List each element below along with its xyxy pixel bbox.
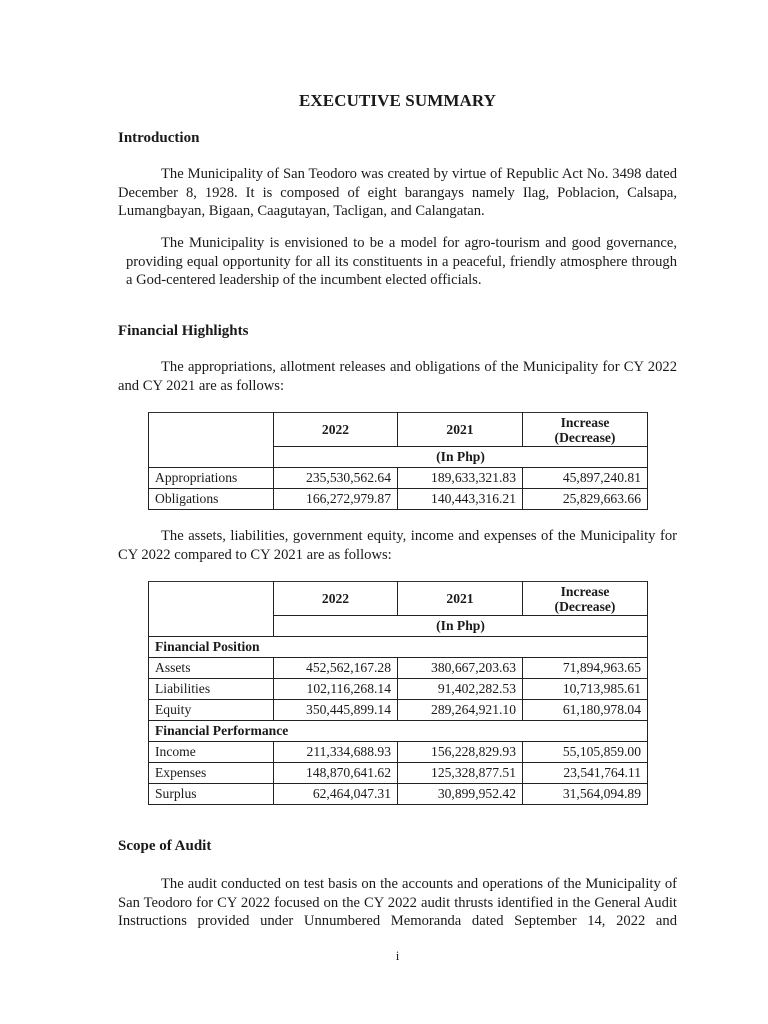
row-label: Appropriations [149, 468, 274, 489]
table-row [149, 742, 648, 763]
value-2021: 91,402,282.53 [398, 679, 523, 700]
value-2022: 62,464,047.31 [274, 784, 398, 805]
scope-paragraph-text: The audit conducted on test basis on the accounts and operations of the Municipality of San Teodoro for CY 2022 focused on the CY 2022 audit thrusts identified in the General Audit Instructions provided under Unnumbered Memoranda dated September 14, 2022 and [118, 876, 677, 929]
section-row-financial-performance: Financial Performance [149, 721, 648, 742]
value-2021: 156,228,829.93 [398, 742, 523, 763]
scope-paragraph [118, 875, 677, 931]
value-2021: 289,264,921.10 [398, 700, 523, 721]
table1-header-2022: 2022 [274, 413, 398, 447]
row-label: Obligations [149, 489, 274, 510]
header-increase-text: Increase [560, 583, 610, 599]
row-label: Equity [149, 700, 274, 721]
value-change: 10,713,985.61 [523, 679, 648, 700]
row-label: Surplus [149, 784, 274, 805]
row-label: Income [149, 742, 274, 763]
table2-corner-cell [149, 582, 274, 637]
value-2021: 189,633,321.83 [398, 468, 523, 489]
table-row [149, 763, 648, 784]
value-2021: 125,328,877.51 [398, 763, 523, 784]
table2-header-2021: 2021 [398, 582, 523, 616]
table-row [149, 784, 648, 805]
table-row [149, 468, 648, 489]
row-label: Liabilities [149, 679, 274, 700]
row-label: Expenses [149, 763, 274, 784]
financial-intro-paragraph-2 [118, 527, 677, 564]
value-change: 55,105,859.00 [523, 742, 648, 763]
value-change: 31,564,094.89 [523, 784, 648, 805]
value-2022: 452,562,167.28 [274, 658, 398, 679]
table-row [149, 679, 648, 700]
value-2021: 30,899,952.42 [398, 784, 523, 805]
row-label: Assets [149, 658, 274, 679]
value-change: 45,897,240.81 [523, 468, 648, 489]
table2-header-2022: 2022 [274, 582, 398, 616]
value-change: 25,829,663.66 [523, 489, 648, 510]
financial-intro-paragraph-1 [118, 358, 677, 395]
value-2022: 102,116,268.14 [274, 679, 398, 700]
value-change: 23,541,764.11 [523, 763, 648, 784]
section-heading-introduction: Introduction [118, 130, 200, 146]
section-row-financial-position: Financial Position [149, 637, 648, 658]
section-heading-financial-highlights: Financial Highlights [118, 323, 249, 339]
value-change: 71,894,963.65 [523, 658, 648, 679]
page-title: EXECUTIVE SUMMARY [298, 91, 497, 110]
intro-paragraph-2 [126, 234, 677, 290]
value-2021: 140,443,316.21 [398, 489, 523, 510]
table2-unit-label: (In Php) [274, 616, 648, 637]
financial-intro-2-text: The assets, liabilities, government equity, income and expenses of the Municipality for CY 2022 compared to CY 2021 are as follows: [118, 528, 677, 563]
table1-corner-cell [149, 413, 274, 468]
intro-paragraph-2-text: The Municipality is envisioned to be a model for agro-tourism and good governance, providing equal opportunity for all its constituents in a peaceful, friendly atmosphere through a God-centered leadership of the incumbent elected officials. [126, 235, 677, 288]
table2-header-change [523, 582, 648, 616]
header-decrease-text: (Decrease) [554, 429, 616, 445]
value-2022: 211,334,688.93 [274, 742, 398, 763]
value-2022: 166,272,979.87 [274, 489, 398, 510]
appropriations-obligations-table [148, 412, 648, 510]
value-2022: 235,530,562.64 [274, 468, 398, 489]
financial-intro-1-text: The appropriations, allotment releases and obligations of the Municipality for CY 2022 and CY 2021 are as follows: [118, 359, 677, 394]
value-2022: 148,870,641.62 [274, 763, 398, 784]
section-heading-scope-of-audit: Scope of Audit [118, 838, 212, 854]
table1-unit-label: (In Php) [274, 447, 648, 468]
table1-header-change [523, 413, 648, 447]
table-row [149, 658, 648, 679]
page-number: i [395, 948, 400, 963]
value-2022: 350,445,899.14 [274, 700, 398, 721]
table-row [149, 489, 648, 510]
intro-paragraph-1 [118, 165, 677, 221]
header-increase-text: Increase [560, 414, 610, 430]
header-decrease-text: (Decrease) [554, 598, 616, 614]
table1-header-2021: 2021 [398, 413, 523, 447]
table-row [149, 700, 648, 721]
intro-paragraph-1-text: The Municipality of San Teodoro was created by virtue of Republic Act No. 3498 dated December 8, 1928. It is composed of eight barangays namely Ilag, Poblacion, Calsapa, Lumangbayan, Bigaan, Caagutayan, Tacligan, and Calangatan. [118, 166, 677, 219]
financial-position-performance-table [148, 581, 648, 805]
value-2021: 380,667,203.63 [398, 658, 523, 679]
value-change: 61,180,978.04 [523, 700, 648, 721]
